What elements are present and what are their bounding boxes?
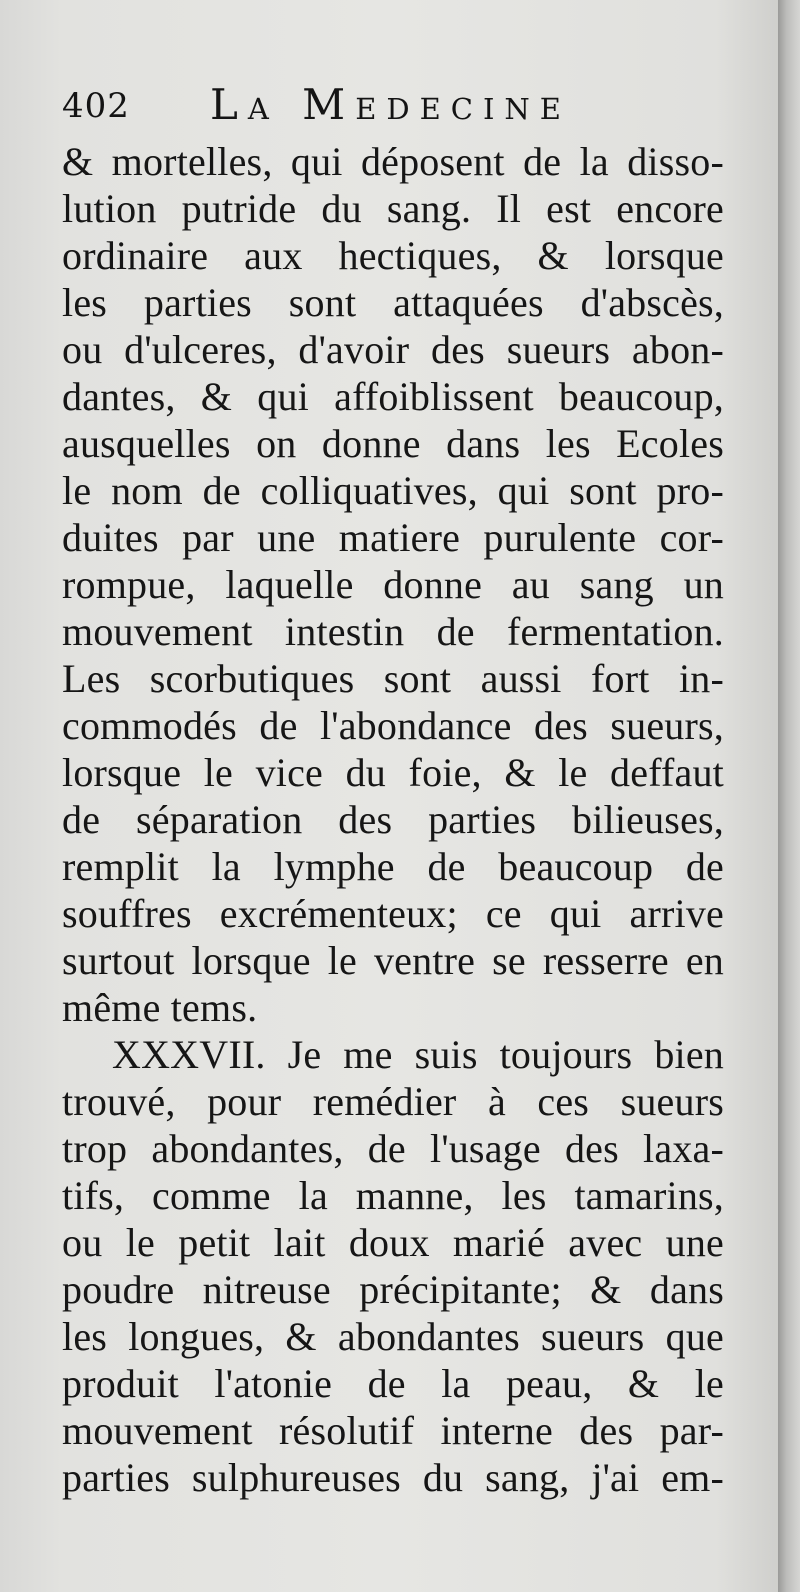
text-line: ordinaire aux hectiques, & lorsque (62, 233, 724, 278)
text-line: mouvement résolutif interne des par- (62, 1408, 724, 1453)
page-number: 402 (62, 86, 130, 126)
body-text (62, 138, 724, 1501)
text-line: surtout lorsque le ventre se resserre en (62, 938, 724, 983)
text-line: duites par une matiere purulente cor- (62, 515, 724, 560)
text-line: Les scorbutiques sont aussi fort in- (62, 656, 724, 701)
page-edge-shadow (778, 0, 800, 1592)
text-line: souffres excrémenteux; ce qui arrive (62, 891, 724, 936)
text-line: dantes, & qui affoiblissent beaucoup, (62, 374, 724, 419)
text-line: produit l'atonie de la peau, & le (62, 1361, 724, 1406)
text-line: tifs, comme la manne, les tamarins, (62, 1173, 724, 1218)
text-line: ou le petit lait doux marié avec une (62, 1220, 724, 1265)
text-line: rompue, laquelle donne au sang un (62, 562, 724, 607)
text-line: trop abondantes, de l'usage des laxa- (62, 1126, 724, 1171)
text-line: XXXVII. Je me suis toujours bien (112, 1032, 724, 1077)
page-header (62, 80, 722, 136)
text-line: les parties sont attaquées d'abscès, (62, 280, 724, 325)
text-line: mouvement intestin de fermentation. (62, 609, 724, 654)
text-line: le nom de colliquatives, qui sont pro- (62, 468, 724, 513)
text-line: & mortelles, qui déposent de la disso- (62, 139, 724, 184)
text-line: ausquelles on donne dans les Ecoles (62, 421, 724, 466)
text-line: lution putride du sang. Il est encore (62, 186, 724, 231)
text-line: les longues, & abondantes sueurs que (62, 1314, 724, 1359)
text-line: poudre nitreuse précipitante; & dans (62, 1267, 724, 1312)
text-line: lorsque le vice du foie, & le deffaut (62, 750, 724, 795)
text-line: remplit la lymphe de beaucoup de (62, 844, 724, 889)
text-line: de séparation des parties bilieuses, (62, 797, 724, 842)
text-line: trouvé, pour remédier à ces sueurs (62, 1079, 724, 1124)
text-line: commodés de l'abondance des sueurs, (62, 703, 724, 748)
running-title: La Medecine (210, 80, 571, 129)
text-line: même tems. (62, 985, 258, 1030)
text-line: parties sulphureuses du sang, j'ai em- (62, 1455, 724, 1500)
text-line: ou d'ulceres, d'avoir des sueurs abon- (62, 327, 724, 372)
